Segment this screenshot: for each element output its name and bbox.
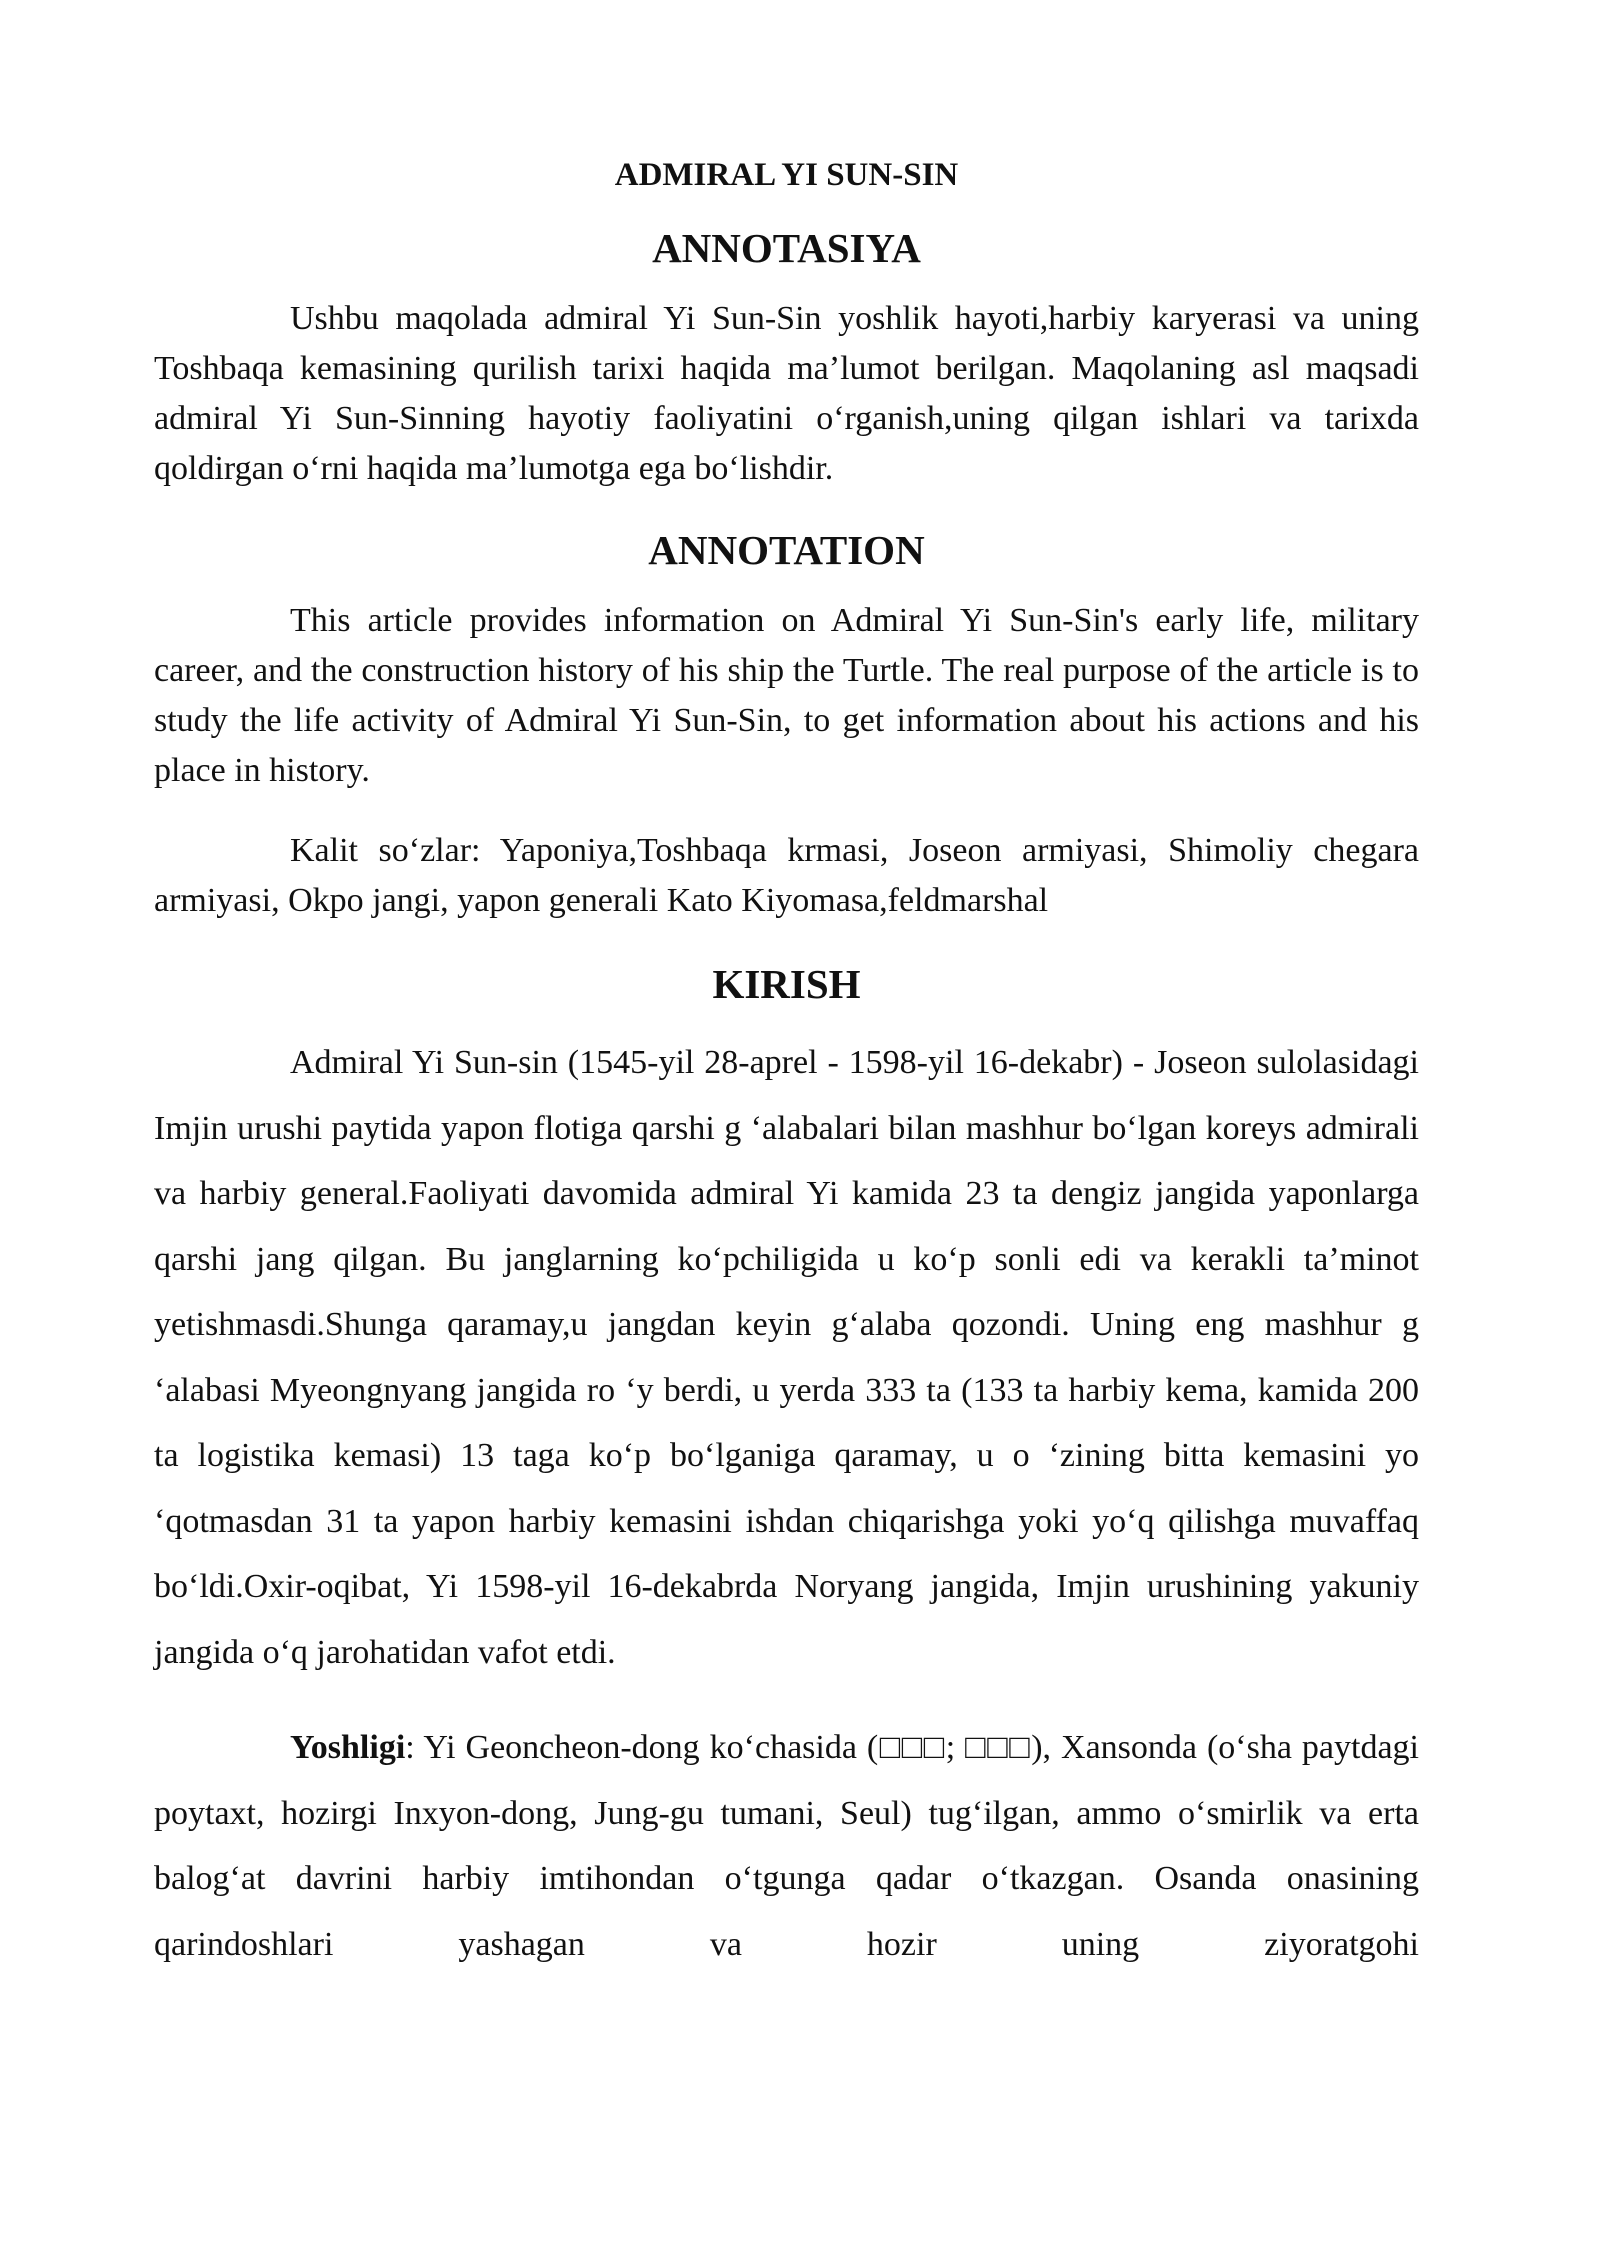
kirish-paragraph: Admiral Yi Sun-sin (1545-yil 28-aprel - 1598-yil 16-dekabr) - Joseon sulolasidagi Imjin urushi paytida yapon flotiga qarshi g ‘alabalari bilan mashhur bo‘lgan koreys admirali va harbiy general.Faoliyati davomida admiral Yi kamida 23 ta dengiz jangida yaponlarga qarshi jang qilgan. Bu janglarning ko‘pchiligida u ko‘p sonli edi va kerakli ta’minot yetishmasdi.Shunga qaramay,u jangdan keyin g‘alaba qozondi. Uning eng mashhur g ‘alabasi Myeongnyang jangida ro ‘y berdi, u yerda 333 ta (133 ta harbiy kema, kamida 200 ta logistika kemasi) 13 taga ko‘p bo‘lganiga qaramay, u o ‘zining bitta kemasini yo ‘qotmasdan 31 ta yapon harbiy kemasini ishdan chiqarishga yoki yo‘q qilishga muvaffaq bo‘ldi.Oxir-oqibat, Yi 1598-yil 16-dekabrda Noryang jangida, Imjin urushining yakuniy jangida o‘q jarohatidan vafot etdi. — [154, 1044, 1419, 1671]
annotasiya-paragraph: Ushbu maqolada admiral Yi Sun-Sin yoshlik hayoti,harbiy karyerasi va uning Toshbaqa kemasining qurilish tarixi haqida ma’lumot berilgan. Maqolaning asl maqsadi admiral Yi Sun-Sinning hayotiy faoliyatini o‘rganish,uning qilgan ishlari va tarixda qoldirgan o‘rni haqida ma’lumotga ega bo‘lishdir. — [154, 300, 1419, 487]
document-body — [154, 150, 1419, 1977]
yoshligi-label: Yoshligi — [290, 1729, 406, 1766]
annotation-paragraph: This article provides information on Admiral Yi Sun-Sin's early life, military career, and the construction history of his ship the Turtle. The real purpose of the article is to study the life activity of Admiral Yi Sun-Sin, to get information about his actions and his place in history. — [154, 602, 1419, 789]
keywords-paragraph: Kalit so‘zlar: Yaponiya,Toshbaqa krmasi, Joseon armiyasi, Shimoliy chegara armiyasi, Okpo jangi, yapon generali Kato Kiyomasa,feldmarshal — [154, 832, 1419, 919]
annotation-heading: ANNOTATION — [648, 527, 925, 573]
yoshligi-text: : Yi Geoncheon-dong ko‘chasida (□□□; □□□), Xansonda (o‘sha paytdagi poytaxt, hozirgi Inxyon-dong, Jung-gu tumani, Seul) tug‘ilgan, ammo o‘smirlik va erta balog‘at davrini harbiy imtihondan o‘tgunga qadar o‘tkazgan. Osanda onasining qarindoshlari yashagan va hozir uning ziyoratgohi — [154, 1729, 1419, 1963]
annotasiya-heading: ANNOTASIYA — [652, 225, 921, 271]
yoshligi-paragraph — [154, 1715, 1419, 1977]
kirish-heading: KIRISH — [712, 961, 861, 1007]
document-title: ADMIRAL YI SUN-SIN — [614, 157, 959, 193]
